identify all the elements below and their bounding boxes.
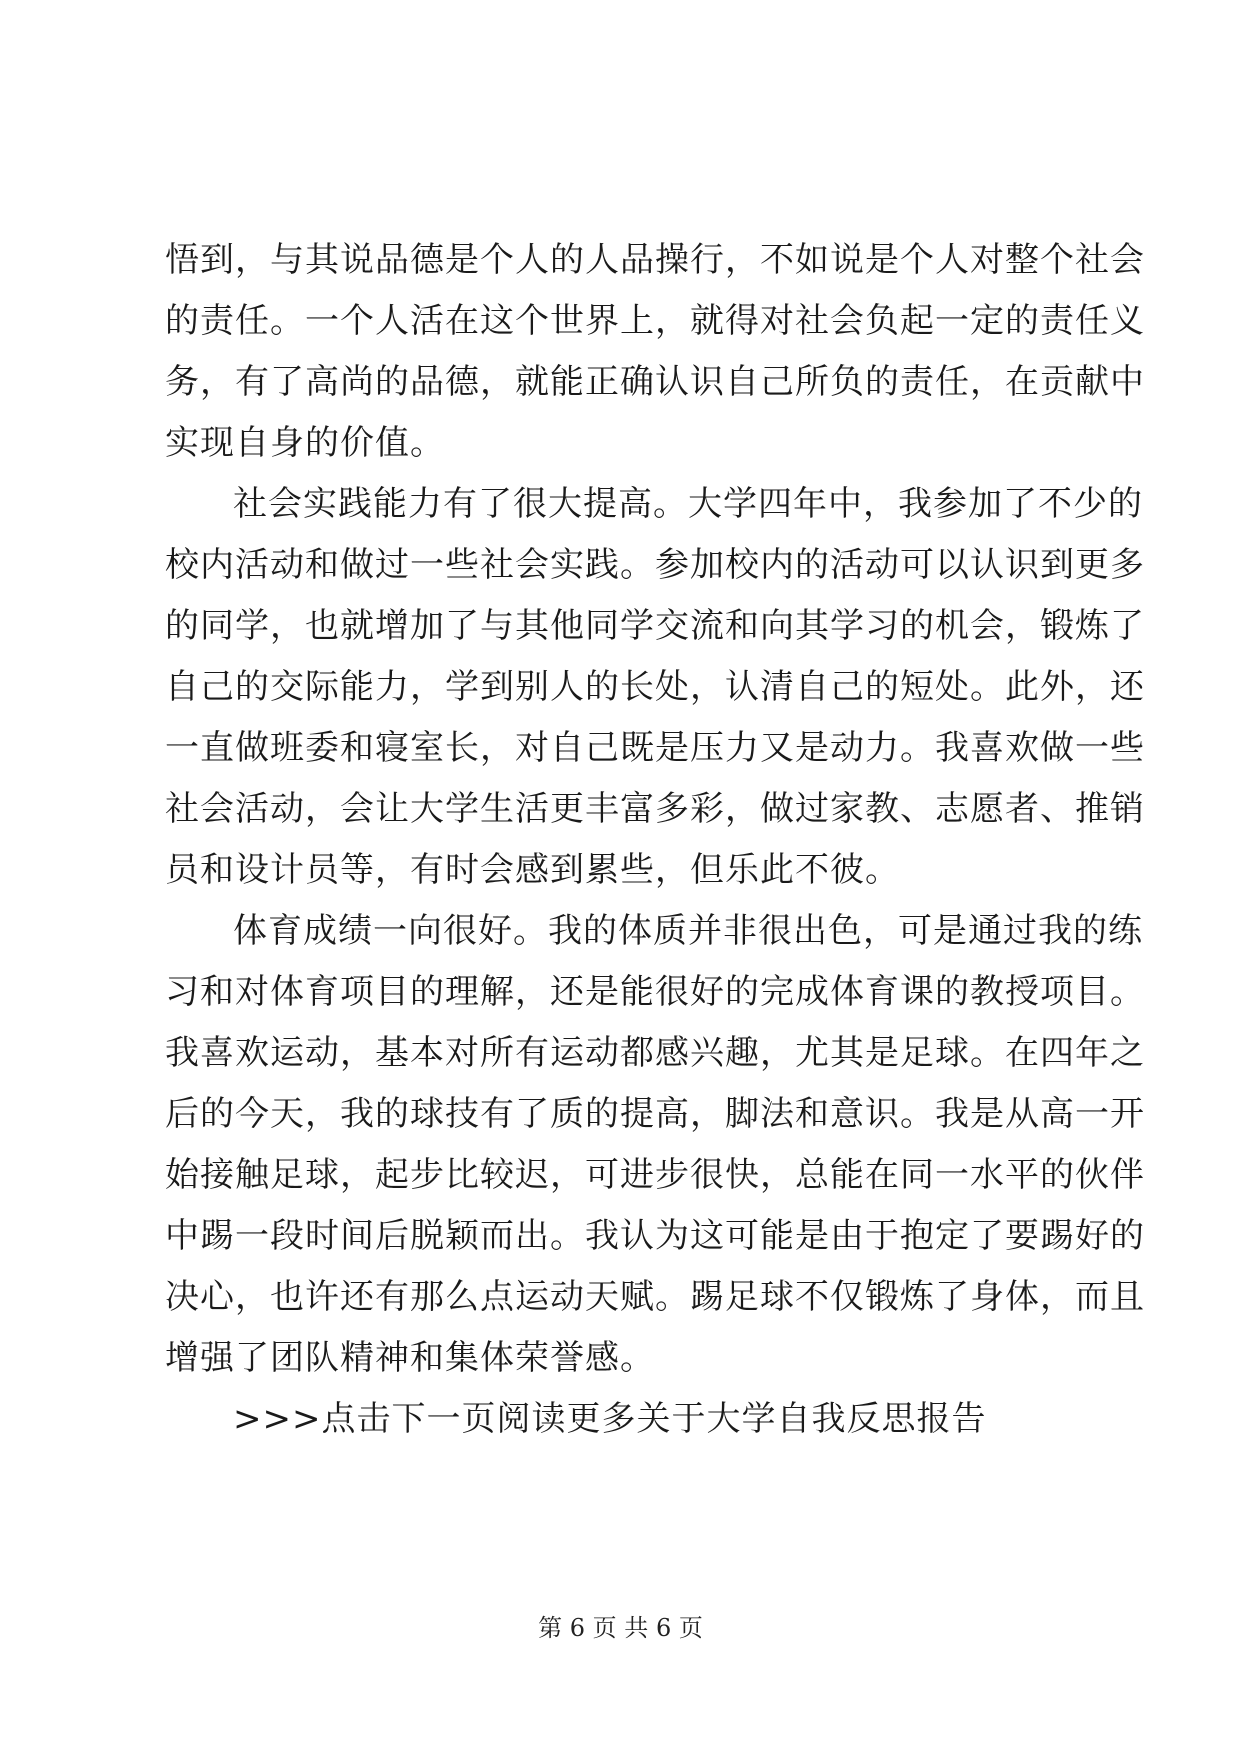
- text-line: 实现自身的价值。: [165, 423, 445, 463]
- body-text: [165, 230, 1145, 1450]
- text-line: 增强了团队精神和集体荣誉感。: [165, 1338, 655, 1378]
- paragraph-start-line: 社会实践能力有了很大提高。大学四年中，我参加了不少的: [233, 484, 1143, 524]
- page-footer: 第 6 页 共 6 页: [538, 1614, 703, 1642]
- next-page-link[interactable]: >>>点击下一页阅读更多关于大学自我反思报告: [233, 1399, 987, 1439]
- text-line: 的责任。一个人活在这个世界上，就得对社会负起一定的责任义: [165, 301, 1145, 341]
- text-line: 社会活动，会让大学生活更丰富多彩，做过家教、志愿者、推销: [165, 789, 1145, 829]
- text-line: 后的今天，我的球技有了质的提高，脚法和意识。我是从高一开: [165, 1094, 1145, 1134]
- text-line: 我喜欢运动，基本对所有运动都感兴趣，尤其是足球。在四年之: [165, 1033, 1145, 1073]
- text-line: 决心，也许还有那么点运动天赋。踢足球不仅锻炼了身体，而且: [165, 1277, 1145, 1317]
- text-line: 的同学，也就增加了与其他同学交流和向其学习的机会，锻炼了: [165, 606, 1145, 646]
- text-line: 员和设计员等，有时会感到累些，但乐此不彼。: [165, 850, 900, 890]
- text-line: 始接触足球，起步比较迟，可进步很快，总能在同一水平的伙伴: [165, 1155, 1145, 1195]
- text-line: 习和对体育项目的理解，还是能很好的完成体育课的教授项目。: [165, 972, 1145, 1012]
- text-line: 自己的交际能力，学到别人的长处，认清自己的短处。此外，还: [165, 667, 1145, 707]
- text-line: 务，有了高尚的品德，就能正确认识自己所负的责任，在贡献中: [165, 362, 1145, 402]
- paragraph-start-line: 体育成绩一向很好。我的体质并非很出色，可是通过我的练: [233, 911, 1143, 951]
- text-line: 一直做班委和寝室长，对自己既是压力又是动力。我喜欢做一些: [165, 728, 1145, 768]
- text-line: 悟到，与其说品德是个人的人品操行，不如说是个人对整个社会: [165, 240, 1145, 280]
- text-line: 校内活动和做过一些社会实践。参加校内的活动可以认识到更多: [165, 545, 1145, 585]
- text-line: 中踢一段时间后脱颖而出。我认为这可能是由于抱定了要踢好的: [165, 1216, 1145, 1256]
